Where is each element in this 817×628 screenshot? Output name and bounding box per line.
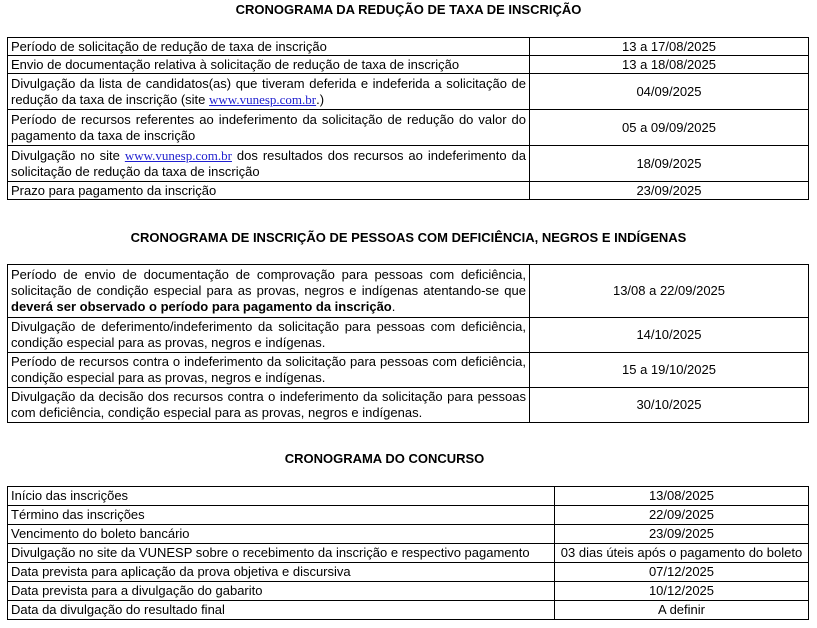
row-description: Início das inscrições xyxy=(8,487,555,506)
table-row xyxy=(8,110,809,146)
row-description: Data prevista para aplicação da prova objetiva e discursiva xyxy=(8,563,555,582)
row-description: Término das inscrições xyxy=(8,506,555,525)
row-date: 03 dias úteis após o pagamento do boleto xyxy=(555,544,809,563)
row-date: 04/09/2025 xyxy=(530,74,809,110)
row-description: Período de recursos referentes ao indeferimento da solicitação de redução do valor do pagamento da taxa de inscrição xyxy=(8,110,530,146)
row-description: Data da divulgação do resultado final xyxy=(8,601,555,620)
row-date: 30/10/2025 xyxy=(530,388,809,423)
table-row xyxy=(8,506,809,525)
row-date: 13 a 18/08/2025 xyxy=(530,56,809,74)
text-fragment: Divulgação da lista de candidatos(as) que tiveram deferida e indeferida a solicitação de redução da taxa de inscrição (site xyxy=(11,75,526,107)
table-row xyxy=(8,265,809,318)
table-row xyxy=(8,74,809,110)
row-description: Data prevista para a divulgação do gabarito xyxy=(8,582,555,601)
table-row xyxy=(8,525,809,544)
row-date: 15 a 19/10/2025 xyxy=(530,353,809,388)
table-row xyxy=(8,182,809,200)
table-pcd xyxy=(7,264,809,423)
row-date: 14/10/2025 xyxy=(530,318,809,353)
row-description: Prazo para pagamento da inscrição xyxy=(8,182,530,200)
row-date: 13/08/2025 xyxy=(555,487,809,506)
section-title-pcd: CRONOGRAMA DE INSCRIÇÃO DE PESSOAS COM DEFICIÊNCIA, NEGROS E INDÍGENAS xyxy=(130,230,687,245)
row-description xyxy=(8,146,530,182)
table-row xyxy=(8,318,809,353)
row-description xyxy=(8,265,530,318)
row-description: Período de recursos contra o indeferimento da solicitação para pessoas com deficiência, condição especial para as provas, negros e indígenas. xyxy=(8,353,530,388)
table-row xyxy=(8,601,809,620)
row-date: 10/12/2025 xyxy=(555,582,809,601)
text-fragment: Período de envio de documentação de comprovação para pessoas com deficiência, solicitação de condição especial para as provas, negros e indígenas atentando-se que xyxy=(11,267,526,298)
section-title-reducao: CRONOGRAMA DA REDUÇÃO DE TAXA DE INSCRIÇÃO xyxy=(235,2,582,17)
vunesp-link[interactable]: www.vunesp.com.br xyxy=(209,91,317,107)
table-reducao xyxy=(7,37,809,200)
table-row xyxy=(8,56,809,74)
table-row xyxy=(8,388,809,423)
row-description: Período de solicitação de redução de taxa de inscrição xyxy=(8,38,530,56)
row-description: Divulgação de deferimento/indeferimento da solicitação para pessoas com deficiência, condição especial para as provas, negros e indígenas. xyxy=(8,318,530,353)
text-fragment: dos resultados dos recursos ao indeferimento da solicitação de redução da taxa de inscrição xyxy=(11,147,527,179)
row-date: 22/09/2025 xyxy=(555,506,809,525)
row-description: Vencimento do boleto bancário xyxy=(8,525,555,544)
row-date: A definir xyxy=(555,601,809,620)
text-fragment: Divulgação no site xyxy=(11,147,125,163)
table-concurso xyxy=(7,486,809,620)
table-row xyxy=(8,146,809,182)
row-date: 23/09/2025 xyxy=(555,525,809,544)
text-fragment: . xyxy=(391,299,396,314)
row-description: Envio de documentação relativa à solicitação de redução de taxa de inscrição xyxy=(8,56,530,74)
vunesp-link[interactable]: www.vunesp.com.br xyxy=(124,147,232,163)
row-description: Divulgação no site da VUNESP sobre o recebimento da inscrição e respectivo pagamento xyxy=(8,544,555,563)
row-date: 07/12/2025 xyxy=(555,563,809,582)
text-fragment: .) xyxy=(316,91,325,107)
row-date: 23/09/2025 xyxy=(530,182,809,200)
table-row xyxy=(8,353,809,388)
row-date: 05 a 09/09/2025 xyxy=(530,110,809,146)
bold-fragment: deverá ser observado o período para pagamento da inscrição xyxy=(11,299,392,314)
table-row xyxy=(8,487,809,506)
table-row xyxy=(8,38,809,56)
table-row xyxy=(8,563,809,582)
row-date: 13/08 a 22/09/2025 xyxy=(530,265,809,318)
row-date: 18/09/2025 xyxy=(530,146,809,182)
row-date: 13 a 17/08/2025 xyxy=(530,38,809,56)
table-row xyxy=(8,544,809,563)
row-description: Divulgação da decisão dos recursos contra o indeferimento da solicitação para pessoas com deficiência, condição especial para as provas, negros e indígenas. xyxy=(8,388,530,423)
row-description xyxy=(8,74,530,110)
section-title-concurso: CRONOGRAMA DO CONCURSO xyxy=(284,451,485,466)
table-row xyxy=(8,582,809,601)
